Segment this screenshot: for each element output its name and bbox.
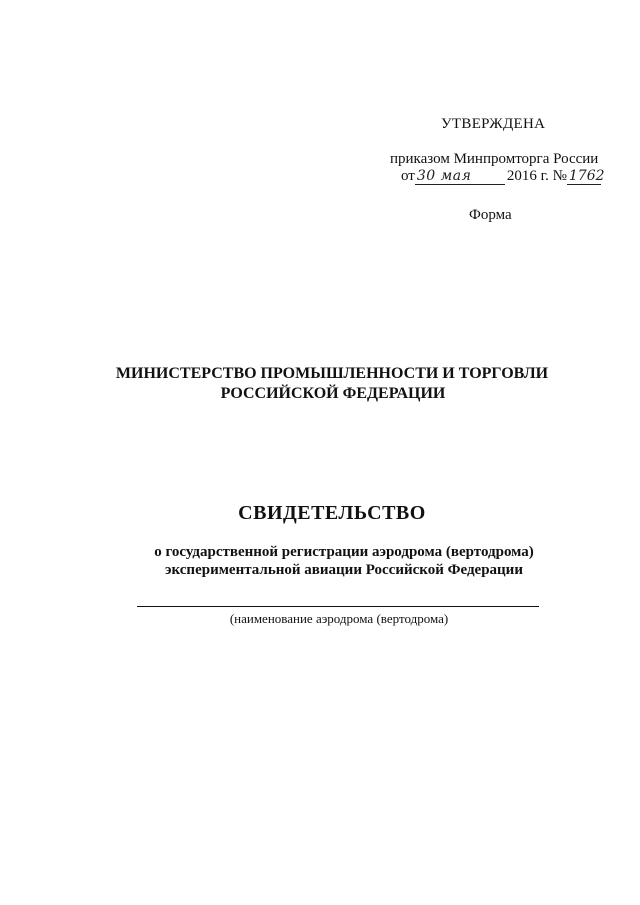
ministry-heading-line1: МИНИСТЕРСТВО ПРОМЫШЛЕННОСТИ И ТОРГОВЛИ bbox=[115, 365, 549, 382]
handwritten-date: 30 мая bbox=[415, 168, 505, 185]
form-label: Форма bbox=[469, 207, 512, 223]
certificate-subtitle-line1: о государственной регистрации аэродрома (вертодрома) bbox=[154, 544, 534, 560]
aerodrome-name-caption: (наименование аэродрома (вертодрома) bbox=[229, 611, 449, 626]
handwritten-order-number: 1762 bbox=[568, 168, 605, 184]
aerodrome-name-field-line bbox=[137, 606, 539, 607]
order-date-line bbox=[401, 168, 605, 185]
certificate-subtitle-line2: экспериментальной авиации Российской Федерации bbox=[165, 562, 523, 578]
ministry-heading bbox=[0, 364, 640, 404]
order-reference: приказом Минпромторга России bbox=[390, 151, 599, 167]
date-prefix: от bbox=[401, 168, 415, 184]
ministry-heading-line2: РОССИЙСКОЙ ФЕДЕРАЦИИ bbox=[220, 385, 446, 402]
approval-stamp-text: УТВЕРЖДЕНА bbox=[441, 116, 546, 132]
order-year: 2016 г. № bbox=[506, 168, 567, 184]
certificate-subtitle bbox=[0, 543, 640, 579]
certificate-title: СВИДЕТЕЛЬСТВО bbox=[238, 502, 426, 524]
